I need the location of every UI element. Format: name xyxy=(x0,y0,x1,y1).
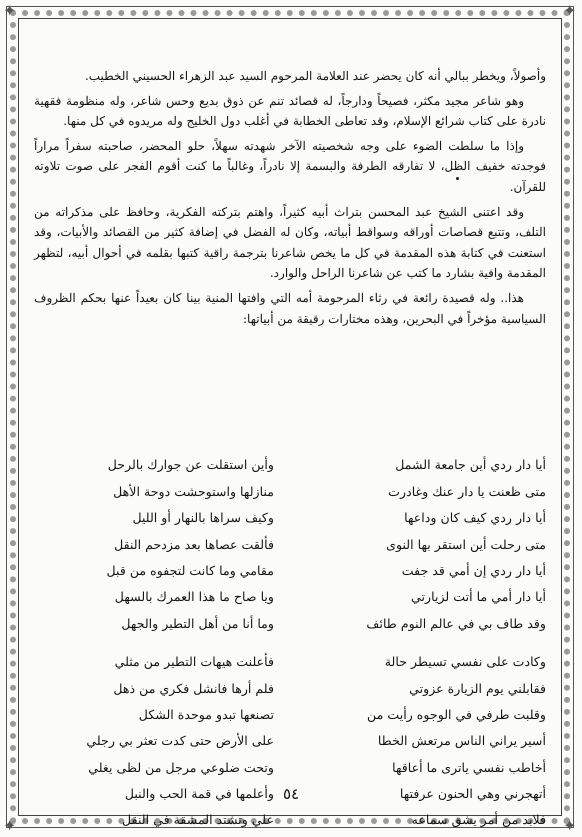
page-number: ٥٤ xyxy=(282,785,300,803)
verse-second-half: علي وتشتد المشقة في النقل xyxy=(122,812,274,828)
verse-second-half: مقامي وما كانت لتجفوه من قبل xyxy=(106,562,274,578)
poem-verse xyxy=(34,722,546,748)
poem xyxy=(34,446,546,827)
poem-verse xyxy=(34,748,546,774)
verse-first-half: أيا دار ردي أين جامعة الشمل xyxy=(395,457,546,473)
poem-verse xyxy=(34,604,546,630)
verse-first-half: أيا دار ردي إن أمي قد جفت xyxy=(401,562,546,578)
poem-verse xyxy=(34,499,546,525)
poem-verse xyxy=(34,669,546,695)
verse-second-half: وتحت ضلوعي مرجل من لظى يغلي xyxy=(88,759,274,775)
poem-verse xyxy=(34,643,546,669)
paragraph: وهو شاعر مجيد مكثر، فصيحاً ودارجاً، له قصائد تنم عن ذوق بديع وحس شاعر، وله منظومة فقهية نادرة على كتاب شرائع الإسلام، وقد تعاطى الخطابة في أغلب دول الخليج وله مريدوه في كل منها. xyxy=(34,93,546,129)
paragraph: هذا.. وله قصيدة رائعة في رثاء المرحومة أمه التي وافتها المنية بينا كان بعيداً عنها بحكم الظروف السياسية مؤخراً في البحرين، وهذه مختارات رقيقة من أبياتها: xyxy=(34,290,546,326)
verse-second-half: على الأرض حتى كدت تعثر بي رجلي xyxy=(86,733,274,749)
verse-first-half: فلابد من أمر يشق سماعه xyxy=(411,812,546,828)
corner-ornament-icon: ✦ xyxy=(3,816,17,835)
verse-first-half: وقلبت طرفي في الوجوه رأيت من xyxy=(367,706,546,722)
poem-verse xyxy=(34,578,546,604)
verse-first-half: فقابلني يوم الزيارة عزوتي xyxy=(409,680,546,696)
paragraph: وقد اعتنى الشيخ عبد المحسن بتراث أبيه كثيراً، واهتم بتركته الفكرية، وحافظ على مذكراته من التلف، وتتبع قصاصات أوراقه وسواقط أبياته، وكان له الفضل في إضافة كثير من القصائد والأبيات، وقد استعنت في كتابة هذه المقدمة في كل ما يخص شاعرنا بترجمة راقية كتبها بقلمه في أحوال أبيه، لتظهر المقدمة وافية بشارد ما كتب عن شاعرنا الراحل والوارد. xyxy=(34,204,546,281)
verse-second-half: وكيف سراها بالنهار أو الليل xyxy=(132,510,274,526)
corner-ornament-icon: ✦ xyxy=(563,1,577,20)
verse-second-half: ويا صاح ما هذا العمرك بالسهل xyxy=(114,589,274,605)
corner-ornament-icon: ✦ xyxy=(563,816,577,835)
verse-second-half: فلم أرها فانشل فكري من ذهل xyxy=(113,680,274,696)
poem-verse xyxy=(34,801,546,827)
verse-first-half: أيا دار أمي ما أتت لزيارتي xyxy=(411,589,546,605)
corner-ornament-icon: ✦ xyxy=(3,1,17,20)
paragraph: وأصولاً، ويخطر ببالي أنه كان يحضر عند العلامة المرحوم السيد عبد الزهراء الحسيني الخطيب. xyxy=(84,69,546,83)
verse-second-half: وأين استقلت عن جوارك بالرحل xyxy=(107,457,274,473)
verse-second-half: وأعلمها في قمة الحب والنبل xyxy=(124,786,274,802)
verse-second-half: فألقت عصاها بعد مزدحم النقل xyxy=(114,536,274,552)
verse-first-half: متى رحلت أين استقر بها النوى xyxy=(386,536,546,552)
verse-second-half: تصنعها تبدو موحدة الشكل xyxy=(138,706,274,722)
poem-verse xyxy=(34,472,546,498)
ink-speck xyxy=(456,177,459,180)
verse-second-half: منازلها واستوحشت دوحة الأهل xyxy=(113,483,274,499)
verse-first-half: أتهجرني وهي الحنون عرفتها xyxy=(399,786,546,802)
verse-first-half: وكادت على نفسي تسيطر حالة xyxy=(384,654,546,670)
verse-first-half: أيا دار ردي كيف كان وداعها xyxy=(404,510,546,526)
paragraph: وإذا ما سلطت الضوء على وجه شخصيته الآخر شهدته سهلاً، حلو المحضر، صاحبته سفراً مراراً فوجدته خفيف الظل، لا تفارقه الطرفة والبسمة إلا نادراً، وغالباً ما كنت أقوم الفجر على صوت تلاوته للقرآن. xyxy=(34,138,546,194)
verse-first-half: أسير يراني الناس مرتعش الخطا xyxy=(377,733,546,749)
body-text xyxy=(34,66,546,329)
verse-second-half: وما أنا من أهل التطير والجهل xyxy=(121,615,274,631)
poem-verse xyxy=(34,525,546,551)
poem-verse xyxy=(34,552,546,578)
verse-first-half: وقد طاف بي في عالم النوم طائف xyxy=(366,615,546,631)
poem-verse xyxy=(34,446,546,472)
verse-second-half: فأعلنت هيهات التطير من مثلي xyxy=(114,654,274,670)
verse-first-half: متى ظعنت يا دار عنك وغادرت xyxy=(388,483,546,499)
verse-first-half: أخاطب نفسي ياترى ما أعاقها xyxy=(392,759,546,775)
poem-verse xyxy=(34,696,546,722)
